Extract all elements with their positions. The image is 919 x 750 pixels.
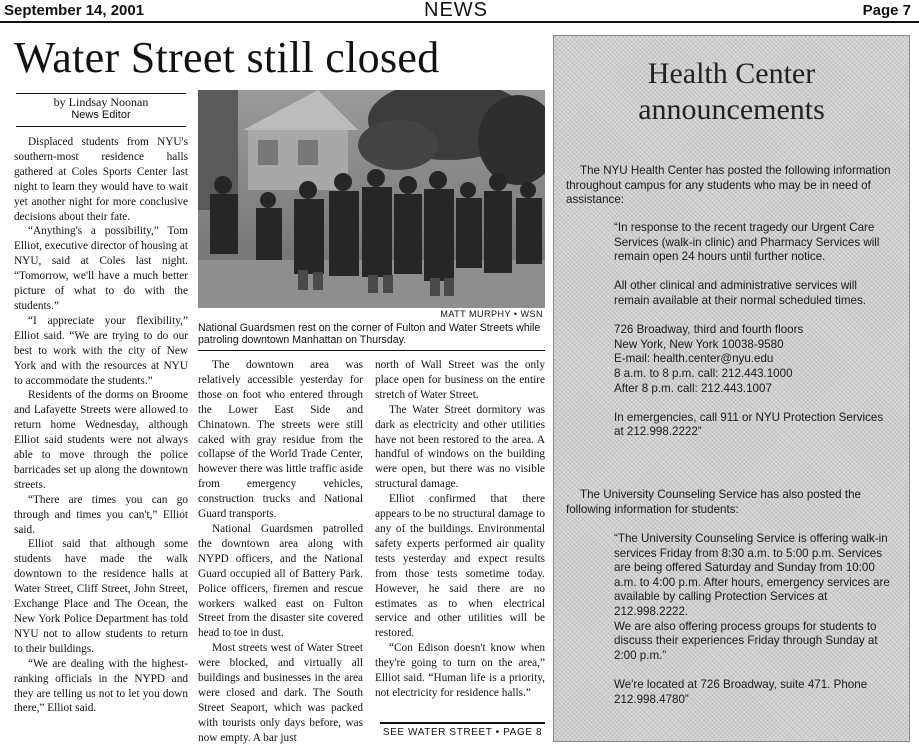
quote-paragraph: “In response to the recent tragedy our Urgent Care Services (walk-in clinic) and Pharmacy Services will remain open 24 hours until further notice. <box>614 221 880 264</box>
section-name: NEWS <box>424 0 488 21</box>
article-column-3 <box>375 358 545 701</box>
article-headline: Water Street still closed <box>14 33 440 82</box>
caption-rule <box>198 350 545 351</box>
quote-paragraph: We're located at 726 Broadway, suite 471. Phone 212.998.4780” <box>614 677 868 706</box>
author-title: News Editor <box>71 109 131 121</box>
address-line: 726 Broadway, third and fourth floors <box>614 323 804 337</box>
intro-text: The University Counseling Service has also posted the following information for students: <box>566 488 861 516</box>
sidebar-title-line-2: announcements <box>638 93 825 126</box>
byline-rule-top <box>16 93 186 94</box>
page-header <box>0 0 919 22</box>
quote-paragraph: All other clinical and administrative services will remain available at their normal scheduled times. <box>614 279 866 307</box>
quote-paragraph: “The University Counseling Service is offering walk-in services Friday from 8:30 a.m. to 5:00 p.m. Services are being offered Saturday and Sunday from 10:00 a.m. to 4:00 p.m. After hours, emergency services are available by calling Protection Services at 212.998.2222. <box>614 532 890 618</box>
photo-credit: MATT MURPHY • WSN <box>440 309 543 319</box>
jump-rule <box>380 722 545 724</box>
paragraph: The Water Street dormitory was dark as electricity and other utilities have not been restored to the area. A handful of windows on the building were open, but there was no visible structural damage. <box>375 403 545 491</box>
paragraph: Displaced students from NYU's southern-most residence halls gathered at Coles Sports Center last night to learn they would have to wait yet another night for more conclusive decisions about their fate. <box>14 136 188 223</box>
issue-date: September 14, 2001 <box>4 2 145 19</box>
paragraph: Residents of the dorms on Broome and Lafayette Streets were allowed to return home Wednesday, although Elliot said students were not always able to move through the police barricades set up along the downtown streets. <box>14 389 188 491</box>
sidebar-title-line-1: Health Center <box>647 57 816 90</box>
quote-paragraph: We are also offering process groups for students to discuss their experiences Friday through Sunday at 2:00 p.m.” <box>614 619 878 662</box>
article-column-1 <box>14 135 188 716</box>
sidebar-title <box>554 56 909 128</box>
author-name: by Lindsay Noonan <box>53 95 149 109</box>
health-center-intro <box>566 164 901 208</box>
hours-line: 8 a.m. to 8 p.m. call: 212.443.1000 <box>614 366 793 380</box>
paragraph: “We are dealing with the highest-ranking officials in the NYPD and they are telling us not to let you down there,” Elliot said. <box>14 657 188 715</box>
news-photo <box>198 90 545 308</box>
photo-caption: National Guardsmen rest on the corner of Fulton and Water Streets while patroling downtown Manhattan on Thursday. <box>198 322 541 346</box>
byline-rule-bottom <box>16 126 186 127</box>
paragraph: The downtown area was relatively accessible yesterday for those on foot who entered through the Lower East Side and Chinatown. The streets were still caked with gray residue from the collapse of the World Trade Center, however there was little traffic aside from emergency vehicles, construction trucks and National Guard transports. <box>198 359 363 521</box>
guardsmen-photo-illustration <box>198 90 545 308</box>
health-center-quote <box>614 221 894 440</box>
page-number: Page 7 <box>862 2 911 19</box>
hours-line: After 8 p.m. call: 212.443.1007 <box>614 381 772 395</box>
byline <box>16 95 186 121</box>
jump-line: SEE WATER STREET • PAGE 8 <box>382 727 543 738</box>
paragraph: “Con Edison doesn't know when they're going to turn on the area,” Elliot said. “Human life is a priority, not electricity for residence halls.” <box>375 642 545 699</box>
paragraph: Elliot said that although some students have made the walk downtown to the residence halls at Water Street, Cliff Street, John Street, Exchange Place and The Ocean, the New York Police Department has told NYU not to allow students to return to their buildings. <box>14 538 188 655</box>
paragraph: “There are times you can go through and times you can't,” Elliot said. <box>14 493 188 536</box>
counseling-quote <box>614 532 899 707</box>
paragraph: “I appreciate your flexibility,” Elliot said. “We are trying to do our best to work with the city of New York and with the resources at NYU to accommodate the students.” <box>14 314 188 387</box>
counseling-intro <box>566 488 901 517</box>
email-line: E-mail: health.center@nyu.edu <box>614 352 774 366</box>
address-line: New York, New York 10038-9580 <box>614 337 784 351</box>
paragraph: National Guardsmen patrolled the downtown area along with NYPD officers, and the National Guard occupied all of Battery Park. Police officers, firemen and rescue workers walked east on Fulton Street from the disaster site covered head to toe in dust. <box>198 522 363 640</box>
paragraph: north of Wall Street was the only place open for business on the entire stretch of Water Street. <box>375 359 545 401</box>
paragraph: Elliot confirmed that there appears to be no structural damage to any of the buildings. Environmental safety experts performed air quality tests yesterday and expect results from those tests sometime today. However, he said there are no estimates as to when electrical service and other utilities will be restored. <box>375 493 545 640</box>
intro-text: The NYU Health Center has posted the following information throughout campus for any students who may be in need of assistance: <box>566 164 891 207</box>
paragraph: “Anything's a possibility,” Tom Elliot, executive director of housing at NYU, said at Coles last night. “Tomorrow, we'll have a much better picture of what to do with the students.” <box>14 225 188 312</box>
health-center-sidebar <box>553 35 910 742</box>
paragraph: Most streets west of Water Street were blocked, and virtually all buildings and businesses in the area were closed and dark. The South Street Seaport, which was packed with tourists only days before, was now empty. A bar just <box>198 642 363 744</box>
header-rule <box>0 21 919 23</box>
article-column-2 <box>198 358 363 746</box>
emergency-line: In emergencies, call 911 or NYU Protection Services at 212.998.2222” <box>614 410 884 439</box>
